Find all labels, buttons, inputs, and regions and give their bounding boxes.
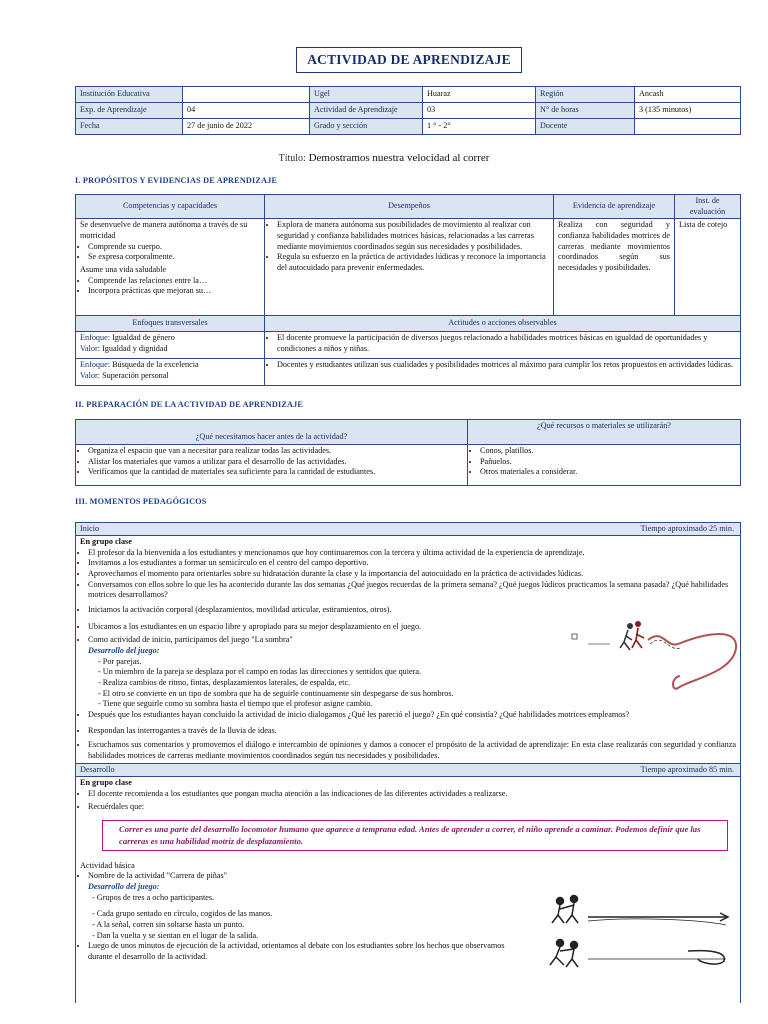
antes-item: • Alistar los materiales que vamos a utilizar para el desarrollo de las actividades.	[88, 457, 463, 468]
info-label: Actividad de Aprendizaje	[310, 103, 423, 119]
actividad-basica: Actividad básica	[80, 860, 135, 870]
juego-step: - Dan la vuelta y se sientan en el lugar de la salida.	[92, 931, 512, 942]
desempeno: • Regula su esfuerzo en la práctica de actividades lúdicas y reconoce la importancia del autocuidado para prevenir enfermedades.	[277, 252, 549, 273]
recurso-item: • Conos, platillos.	[480, 446, 736, 457]
recursos-cell	[468, 445, 741, 486]
purposes-table	[75, 194, 741, 386]
preparation-table	[75, 419, 741, 486]
col-header: Evidencia de aprendizaje	[554, 195, 675, 219]
valor-value: Igualdad y dignidad	[102, 343, 168, 353]
inicio-item: • Después que los estudiantes hayan concluido la actividad de inicio dialogamos ¿Qué les pareció el juego? ¿En qué consistía? ¿Qué habilidades motrices empleamos?	[88, 710, 736, 721]
inicio-time: Tiempo aproximado 25 min.	[640, 523, 734, 533]
info-value: 1 ° - 2°	[423, 119, 536, 135]
info-value: 03	[423, 103, 536, 119]
juego-step: - Un miembro de la pareja se desplaza por el campo en todas las direcciones y sentidos que quiera.	[98, 667, 518, 678]
enfoque-value: Igualdad de género	[112, 333, 175, 343]
info-value: 04	[183, 103, 310, 119]
capacidad: • Incorpora prácticas que mejoran su…	[88, 286, 260, 297]
col-header: Inst. de evaluación	[675, 195, 741, 219]
enfoque-label: Enfoque:	[80, 333, 111, 343]
grupo-clase: En grupo clase	[80, 778, 132, 788]
inicio-item: • Iniciamos la activación corporal (desplazamientos, movilidad articular, estiramientos, otros).	[88, 605, 736, 616]
info-label: Exp. de Aprendizaje	[76, 103, 183, 119]
competencias-cell	[76, 219, 265, 316]
inicio-body	[76, 536, 740, 763]
desempenos-cell	[265, 219, 554, 316]
enfoque-cell	[76, 359, 265, 386]
info-value: 3 (135 minutos)	[635, 103, 741, 119]
juego-step: - A la señal, corren sin soltarse hasta un punto.	[92, 920, 512, 931]
inicio-item: • Escuchamos sus comentarios y promovemos el diálogo e intercambio de opiniones y damos a conocer el propósito de la actividad de aprendizaje: En esta clase realizarás con seguridad y confianza habilidades motrices de carreras mediante movimientos coordinados según tus necesidades y posibilidades.	[88, 740, 736, 761]
recurso-item: • Otros materiales a considerar.	[480, 467, 736, 478]
accion: • El docente promueve la participación de diversos juegos relacionado a habilidades motrices básicas en igualdad de oportunidades y condiciones a niños y niñas.	[277, 333, 736, 354]
section-heading-2: II. PREPARACIÓN DE LA ACTIVIDAD DE APRENDIZAJE	[75, 400, 304, 409]
capacidad: • Comprende su cuerpo.	[88, 242, 260, 253]
session-title	[0, 151, 768, 165]
inicio-item: • Respondan las interrogantes a través de la lluvia de ideas.	[88, 726, 736, 737]
info-value: Ancash	[635, 87, 741, 103]
info-label: Institución Educativa	[76, 87, 183, 103]
info-row	[76, 119, 741, 135]
enfoque-cell	[76, 332, 265, 359]
juego-step: - Tiene que seguirle como su sombra hasta el tiempo que el profesor asigne cambio.	[98, 699, 518, 710]
accion-cell	[265, 332, 741, 359]
accion: • Docentes y estudiantes utilizan sus cualidades y posibilidades motrices al máximo para cumplir los retos propuestos en actividades lúdicas.	[277, 360, 736, 371]
valor-label: Valor:	[80, 370, 101, 380]
inicio-bar	[76, 523, 740, 536]
antes-cell	[76, 445, 468, 486]
col-header: ¿Qué necesitamos hacer antes de la actividad?	[76, 420, 468, 445]
accion-cell	[265, 359, 741, 386]
session-title-text: Demostramos nuestra velocidad al correr	[308, 152, 490, 164]
valor-label: Valor:	[80, 343, 101, 353]
info-row	[76, 103, 741, 119]
capacidad: • Se expresa corporalmente.	[88, 252, 260, 263]
col-header: ¿Qué recursos o materiales se utilizarán?	[468, 420, 741, 445]
moments-box	[75, 522, 741, 1003]
inicio-item: • Aprovechamos el momento para orientarles sobre su hidratación durante la clase y la importancia del autocuidado en la práctica de actividades lúdicas.	[88, 569, 736, 580]
competencia: Asume una vida saludable	[80, 264, 167, 274]
info-value	[183, 87, 310, 103]
desarrollo-juego-label: Desarrollo del juego:	[88, 645, 160, 655]
desarrollo-item: • Luego de unos minutos de ejecución de la actividad, orientamos al debate con los estudiantes sobre los hechos que observamos durante el desarrollo de la actividad.	[88, 941, 528, 962]
desarrollo-body	[76, 777, 740, 964]
info-label: Docente	[536, 119, 635, 135]
col-header: Actitudes o acciones observables	[265, 316, 741, 332]
competencia: Se desenvuelve de manera autónoma a través de su motricidad	[80, 220, 248, 240]
info-row	[76, 87, 741, 103]
info-value: 27 de junio de 2022	[183, 119, 310, 135]
info-value	[635, 119, 741, 135]
info-table	[75, 86, 741, 135]
recurso-item: • Pañuelos.	[480, 457, 736, 468]
info-value: Huaraz	[423, 87, 536, 103]
info-label: N° de horas	[536, 103, 635, 119]
juego-step: - El otro se convierte en un tipo de sombra que ha de seguirle continuamente sin despegarse de sus hombros.	[98, 689, 518, 700]
inicio-item: • Ubicamos a los estudiantes en un espacio libre y apropiado para su mejor desplazamiento en el juego.	[88, 622, 736, 633]
capacidad: • Comprende las relaciones entre la…	[88, 276, 260, 287]
shadow-game-illustration	[568, 618, 738, 696]
info-label: Fecha	[76, 119, 183, 135]
enfoque-label: Enfoque:	[80, 360, 111, 370]
juego-step: - Grupos de tres a ocho participantes.	[92, 893, 512, 904]
info-label: Grado y sección	[310, 119, 423, 135]
juego-step: - Por parejas.	[98, 657, 518, 668]
juego-step: - Cada grupo sentado en círculo, cogidos de las manos.	[92, 909, 512, 920]
grupo-clase: En grupo clase	[80, 537, 132, 546]
inicio-item: • El profesor da la bienvenida a los estudiantes y mencionamos que hoy continuaremos con la tercera y última actividad de la experiencia de aprendizaje.	[88, 548, 736, 559]
col-header: Enfoques transversales	[76, 316, 265, 332]
desarrollo-label: Desarrollo	[80, 765, 115, 775]
instrumento-cell: Lista de cotejo	[675, 219, 741, 316]
inicio-item: • Invitamos a los estudiantes a formar un semicírculo en el centro del campo deportivo.	[88, 558, 736, 569]
valor-value: Superación personal	[102, 370, 169, 380]
inicio-label: Inicio	[80, 523, 100, 533]
evidencia-cell: Realiza con seguridad y confianza habilidades motrices de carreras mediante movimientos coordinados según sus necesidades y posibilidades.	[554, 219, 675, 316]
desarrollo-bar	[76, 763, 740, 777]
nombre-actividad: • Nombre de la actividad "Carrera de piñas"	[88, 871, 736, 882]
col-header: Competencias y capacidades	[76, 195, 265, 219]
desarrollo-item: • Recuérdales que:	[88, 802, 736, 813]
page-title: ACTIVIDAD DE APRENDIZAJE	[296, 47, 522, 73]
antes-item: • Organiza el espacio que van a necesitar para realizar todas las actividades.	[88, 446, 463, 457]
col-header: Desempeños	[265, 195, 554, 219]
reminder-note: Correr es una parte del desarrollo locomotor humano que aparece a temprana edad. Antes de aprender a correr, el niño aprende a caminar. Podemos definir que las carreras es una habilidad motriz de desplazamiento.	[102, 820, 728, 850]
enfoque-value: Búsqueda de la excelencia	[112, 360, 199, 370]
desempeno: • Explora de manera autónoma sus posibilidades de movimiento al realizar con seguridad y confianza habilidades motrices básicas, relacionadas a las carreras mediante movimientos coordinados según sus necesidades y posibilidades.	[277, 220, 549, 252]
section-heading-3: III. MOMENTOS PEDAGÓGICOS	[75, 497, 207, 506]
info-label: Región	[536, 87, 635, 103]
race-illustration	[548, 891, 738, 973]
desarrollo-juego-label: Desarrollo del juego:	[88, 882, 160, 892]
inicio-item: • Conversamos con ellos sobre lo que les ha acontecido durante las dos semanas ¿Qué juegos recuerdas de la primera semana? ¿Qué juegos lúdicos practicamos la semana pasada? ¿Qué habilidades motrices desarrollamos?	[88, 580, 736, 601]
antes-item: • Verificamos que la cantidad de materiales sea suficiente para la cantidad de estudiantes.	[88, 467, 463, 478]
session-title-label: Título:	[278, 153, 306, 164]
juego-step: - Realiza cambios de ritmo, fintas, desplazamientos laterales, de espalda, etc.	[98, 678, 518, 689]
info-label: Ugel	[310, 87, 423, 103]
desarrollo-time: Tiempo aproximado 85 min.	[640, 765, 734, 775]
desarrollo-item: • El docente recomienda a los estudiantes que pongan mucha atención a las indicaciones de las diferentes actividades a realizarse.	[88, 789, 736, 800]
section-heading-1: I. PROPÓSITOS Y EVIDENCIAS DE APRENDIZAJE	[75, 176, 278, 185]
inicio-item: • Como actividad de inicio, participamos del juego "La sombra"	[88, 635, 736, 646]
